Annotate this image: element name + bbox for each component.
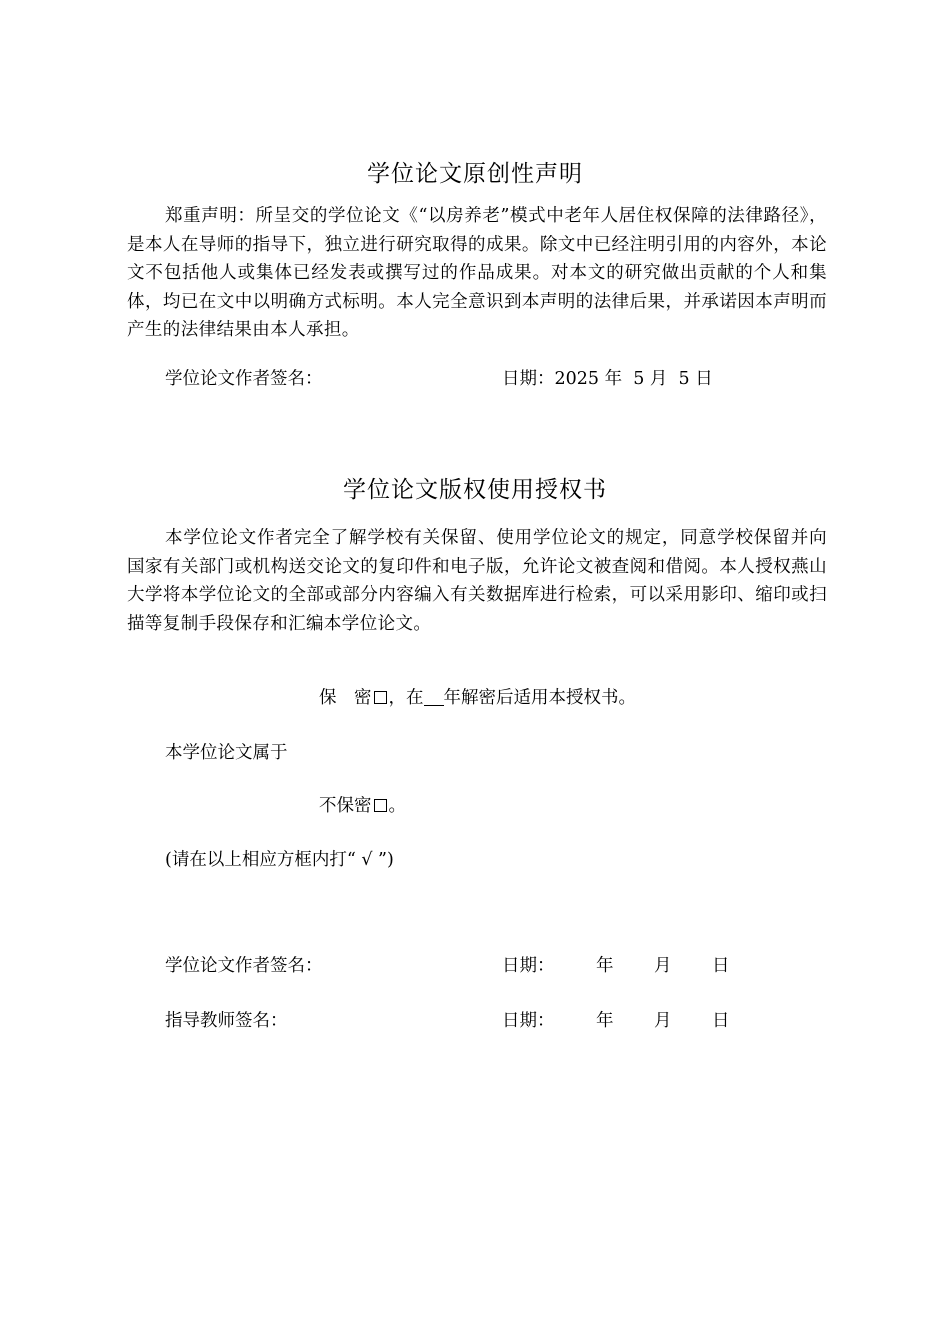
not-secret-option [319, 794, 406, 818]
supervisor-year-label: 年 [596, 1011, 614, 1031]
author-day-label: 日 [712, 956, 730, 976]
author-year-label: 年 [596, 956, 614, 976]
authorization-author-sign-label: 学位论文作者签名： [165, 956, 323, 976]
not-secret-label: 不保密 [319, 796, 372, 816]
secret-label: 保 密 [319, 688, 372, 708]
not-secret-checkbox[interactable] [374, 799, 387, 812]
author-date-label: 日期： [502, 956, 555, 976]
secret-option [319, 686, 636, 710]
originality-author-sign-label: 学位论文作者签名： [165, 369, 323, 389]
secret-years-blank[interactable] [424, 687, 444, 706]
secret-suffix-1: ，在 [388, 688, 424, 708]
originality-body: 郑重声明：所呈交的学位论文《“以房养老”模式中老年人居住权保障的法律路径》，是本人在导师的指导下，独立进行研究取得的成果。除文中已经注明引用的内容外，本论文不包括他人或集体已经发表或撰写过的作品成果。对本文的研究做出贡献的个人和集体，均已在文中以明确方式标明。本人完全意识到本声明的法律后果，并承诺因本声明而产生的法律结果由本人承担。 [127, 206, 827, 340]
originality-title: 学位论文原创性声明 [367, 161, 583, 187]
supervisor-day-label: 日 [712, 1011, 730, 1031]
supervisor-month-label: 月 [654, 1011, 672, 1031]
secret-checkbox[interactable] [374, 691, 387, 704]
originality-date-label: 日期： [502, 369, 555, 389]
originality-date-value: 2025 年 5 月 5 日 [554, 369, 713, 389]
authorization-title: 学位论文版权使用授权书 [343, 477, 607, 503]
belongs-label: 本学位论文属于 [165, 743, 288, 763]
originality-date [502, 367, 713, 391]
authorization-body: 本学位论文作者完全了解学校有关保留、使用学位论文的规定，同意学校保留并向国家有关部门或机构送交论文的复印件和电子版，允许论文被查阅和借阅。本人授权燕山大学将本学位论文的全部或部分内容编入有关数据库进行检索，可以采用影印、缩印或扫描等复制手段保存和汇编本学位论文。 [127, 528, 827, 634]
supervisor-date-label: 日期： [502, 1011, 555, 1031]
not-secret-suffix: 。 [388, 796, 406, 816]
author-month-label: 月 [654, 956, 672, 976]
supervisor-sign-label: 指导教师签名： [165, 1011, 288, 1031]
instruction-text: (请在以上相应方框内打“ √ ”) [165, 850, 394, 870]
secret-suffix-2: 年解密后适用本授权书。 [443, 688, 636, 708]
